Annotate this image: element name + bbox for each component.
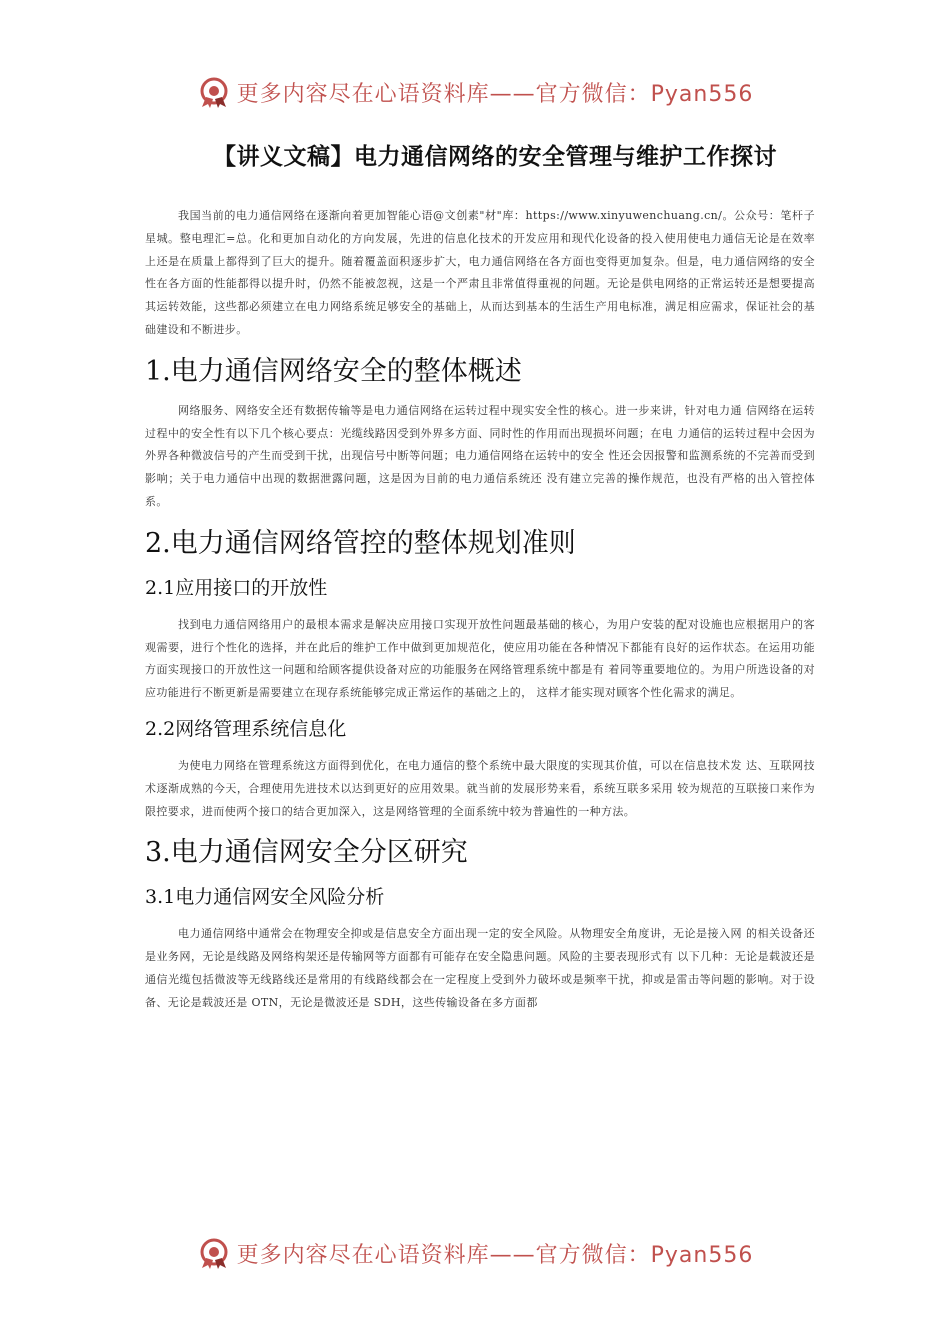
section-1-heading: 1.电力通信网络安全的整体概述: [145, 355, 522, 387]
header-banner: [0, 72, 950, 112]
section-2-heading: 2.电力通信网络管控的整体规划准则: [145, 527, 576, 559]
footer-banner: [0, 1233, 950, 1273]
section-2-1-heading: 2.1应用接口的开放性: [145, 576, 328, 599]
banner-text: 更多内容尽在心语资料库——官方微信：Pyan556: [236, 81, 754, 107]
document-body: [145, 205, 815, 1015]
section-3-1-heading: 3.1电力通信网安全风险分析: [145, 886, 385, 909]
section-3-1-paragraph: 电力通信网络中通常会在物理安全抑或是信息安全方面出现一定的安全风险。从物理安全角度讲，无论是接入网 的相关设备还是业务网，无论是线路及网络构架还是传输网等方面都有可能存在安全隐患问题。风险的主要表现形式有 以下几种：无论是载波还是通信光缆包括微波等无线路线还是常用的有线路线都会在一定程度上受到外力破坏或是频率干扰，抑或是雷击等问题的影响。对于设备、无论是载波还是 OTN，无论是微波还是 SDH，这些传输设备在多方面都: [145, 927, 815, 1009]
section-3-heading: 3.电力通信网安全分区研究: [145, 837, 468, 869]
section-1-paragraph: 网络服务、网络安全还有数据传输等是电力通信网络在运转过程中现实安全性的核心。进一步来讲，针对电力通 信网络在运转过程中的安全性有以下几个核心要点：光缆线路因受到外界多方面、同时性的作用而出现损坏问题；在电 力通信的运转过程中会因为外界各种微波信号的产生而受到干扰，出现信号中断等问题；电力通信网络在运转中的安全 性还会因报警和监测系统的不完善而受到影响；关于电力通信中出现的数据泄露问题，这是因为目前的电力通信系统还 没有建立完善的操作规范，也没有严格的出入管控体系。: [145, 403, 815, 508]
banner-text: 更多内容尽在心语资料库——官方微信：Pyan556: [236, 1242, 754, 1268]
section-2-2-paragraph: 为使电力网络在管理系统这方面得到优化，在电力通信的整个系统中最大限度的实现其价值，可以在信息技术发 达、互联网技术逐渐成熟的今天，合理使用先进技术以达到更好的应用效果。就当前的发展形势来看，系统互联多采用 较为规范的互联接口来作为限控要求，进而使两个接口的结合更加深入，这是网络管理的全面系统中较为普遍性的一种方法。: [145, 758, 815, 818]
intro-paragraph: 我国当前的电力通信网络在逐渐向着更加智能心语@文创素"材"库：https://www.xinyuwenchuang.cn/。公众号：笔杆子星城。整电理汇=总。化和更加自动化的方向发展，先进的信息化技术的开发应用和现代化设备的投入使用使电力通信无论是在效率上还是在质量上都得到了巨大的提升。随着覆盖面积逐步扩大，电力通信网络在各方面也变得更加复杂。但是，电力通信网络的安全性在各方面的性能都得以提升时，仍然不能被忽视，这是一个严肃且非常值得重视的问题。无论是供电网络的正常运转还是想要提高其运转效能，这些都必须建立在电力网络系统足够安全的基础上，从而达到基本的生活生产用电标准，满足相应需求，保证社会的基础建设和不断进步。: [145, 209, 815, 336]
ribbon-logo-icon: [197, 75, 231, 109]
section-2-2-heading: 2.2网络管理系统信息化: [145, 717, 347, 740]
ribbon-logo-icon: [197, 1236, 231, 1270]
document-title: 【讲义文稿】电力通信网络的安全管理与维护工作探讨: [213, 144, 777, 170]
section-2-1-paragraph: 找到电力通信网络用户的最根本需求是解决应用接口实现开放性问题最基础的核心，为用户安装的配对设施也应根据用户的客观需要，进行个性化的选择，并在此后的维护工作中做到更加规范化，使应用功能在各种情况下都能有良好的运作状态。在运用功能方面实现接口的开放性这一问题和给顾客提供设备对应的功能服务在网络管理系统中都是有 着同等重要地位的。为用户所选设备的对应功能进行不断更新是需要建立在现存系统能够完成正常运作的基础之上的， 这样才能实现对顾客个性化需求的满足。: [145, 617, 815, 700]
